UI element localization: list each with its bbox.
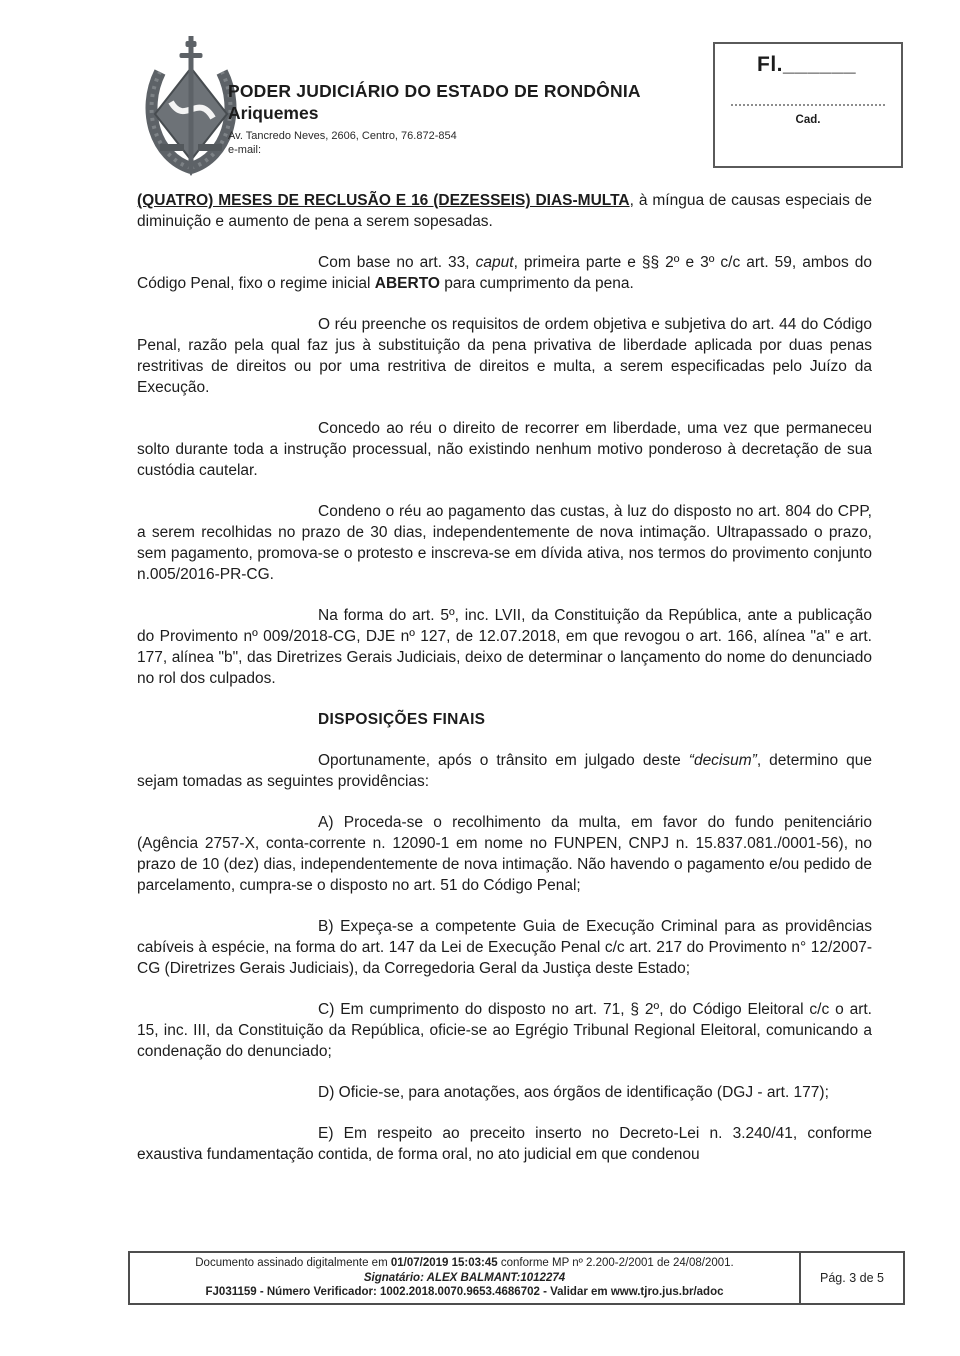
item-b-guia-execucao: B) Expeça-se a competente Guia de Execução Criminal para as providências cabíveis à espécie, na forma do art. 147 da Lei de Execução Penal c/c art. 217 do Provimento n° 12/2007-CG (Diretrizes Gerais Judiciais), da Corregedoria Geral da Justiça deste Estado; bbox=[137, 918, 872, 977]
page-number: Pág. 3 de 5 bbox=[820, 1271, 884, 1285]
text-run: Com base no art. 33, bbox=[318, 254, 476, 271]
signature-datetime: 01/07/2019 15:03:45 bbox=[390, 1257, 498, 1269]
cad-signature-line bbox=[731, 104, 885, 106]
digital-signature-info bbox=[130, 1253, 801, 1303]
court-name: PODER JUDICIÁRIO DO ESTADO DE RONDÔNIA bbox=[228, 81, 641, 101]
signature-line-1 bbox=[130, 1256, 799, 1271]
paragraph-pena bbox=[137, 190, 872, 232]
decision-body bbox=[137, 190, 872, 1185]
text-run: para cumprimento da pena. bbox=[439, 275, 634, 292]
text-run: , primeira parte e §§ 2º e 3º c/c art. 59, ambos do Código Penal, fixo o regime inicial bbox=[137, 254, 872, 292]
court-email-label: e-mail: bbox=[228, 144, 262, 156]
paragraph-liberdade: Concedo ao réu o direito de recorrer em liberdade, uma vez que permaneceu solto durante toda a instrução processual, não existindo nenhum motivo ponderoso à decretação de sua custódia cautelar. bbox=[137, 420, 872, 479]
section-heading-disposicoes-finais: DISPOSIÇÕES FINAIS bbox=[318, 711, 486, 728]
paragraph-providencias bbox=[137, 750, 872, 792]
court-city: Ariquemes bbox=[228, 103, 319, 123]
item-e-decreto-lei: E) Em respeito ao preceito inserto no Decreto-Lei n. 3.240/41, conforme exaustiva fundamentação contida, de forma oral, no ato judicial em que condenou bbox=[137, 1125, 872, 1163]
court-identification bbox=[228, 80, 641, 157]
item-a-multa: A) Proceda-se o recolhimento da multa, em favor do fundo penitenciário (Agência 2757-X, conta-corrente n. 12090-1 em nome no FUNPEN, CNPJ n. 15.837.081./0001-56), no prazo de 10 (dez) dias, independentemente de nova intimação. Não havendo o pagamento e/ou pedido de parcelamento, cumpra-se o disposto no art. 51 do Código Penal; bbox=[137, 814, 872, 894]
folio-number-label: Fl.______ bbox=[757, 53, 857, 76]
verification-number-line: FJ031159 - Número Verificador: 1002.2018.0070.9653.4686702 - Validar em www.tjro.jus.br/adoc bbox=[205, 1286, 724, 1298]
text-run: , à míngua de causas especiais de diminuição e aumento de pena a serem sopesadas. bbox=[137, 192, 872, 230]
paragraph-custas: Condeno o réu ao pagamento das custas, à luz do disposto no art. 804 do CPP, a serem recolhidas no prazo de 30 dias, independentemente de nova intimação. Ultrapassado o prazo, sem pagamento, promova-se o protesto e inscreva-se em dívida ativa, nos termos do provimento conjunto n.005/2016-PR-CG. bbox=[137, 503, 872, 583]
item-c-tribunal-eleitoral: C) Em cumprimento do disposto no art. 71, § 2º, do Código Eleitoral c/c o art. 15, inc. III, da Constituição da República, oficie-se ao Egrégio Tribunal Regional Eleitoral, comunicando a condenação do denunciado; bbox=[137, 1001, 872, 1060]
text-run: , determino que sejam tomadas as seguintes providências: bbox=[137, 752, 872, 790]
item-d-orgaos-identificacao: D) Oficie-se, para anotações, aos órgãos de identificação (DGJ - art. 177); bbox=[318, 1084, 829, 1101]
text-run: conforme MP nº 2.200-2/2001 de 24/08/2001. bbox=[497, 1257, 734, 1269]
paragraph-regime bbox=[137, 252, 872, 294]
text-run: Oportunamente, após o trânsito em julgado deste bbox=[318, 752, 689, 769]
folio-stamp-box bbox=[713, 42, 903, 168]
cad-label: Cad. bbox=[795, 114, 821, 126]
italic-run: “decisum” bbox=[688, 752, 757, 769]
sentence-total-run: (QUATRO) MESES DE RECLUSÃO E 16 (DEZESSEIS) DIAS-MULTA bbox=[137, 192, 630, 209]
paragraph-substituicao: O réu preenche os requisitos de ordem objetiva e subjetiva do art. 44 do Código Penal, razão pela qual faz jus à substituição da pena privativa de liberdade aplicada por duas penas restritivas de direitos ou por uma restritiva de direitos e multa, a serem especificadas pelo Juízo da Execução. bbox=[137, 316, 872, 396]
italic-run: caput bbox=[475, 254, 514, 271]
court-address: Av. Tancredo Neves, 2606, Centro, 76.872-854 bbox=[228, 130, 457, 142]
signatory-name: Signatário: ALEX BALMANT:1012274 bbox=[363, 1271, 566, 1284]
paragraph-rol-culpados: Na forma do art. 5º, inc. LVII, da Constituição da República, ante a publicação do Provimento nº 009/2018-CG, DJE nº 127, de 12.07.2018, em que revogou o art. 166, alínea "a" e art. 177, alínea "b", das Diretrizes Gerais Judiciais, deixo de determinar o lançamento do nome do denunciado no rol dos culpados. bbox=[137, 607, 872, 687]
regime-run: ABERTO bbox=[374, 275, 440, 292]
signature-footer bbox=[128, 1251, 905, 1305]
text-run: Documento assinado digitalmente em bbox=[195, 1257, 391, 1269]
